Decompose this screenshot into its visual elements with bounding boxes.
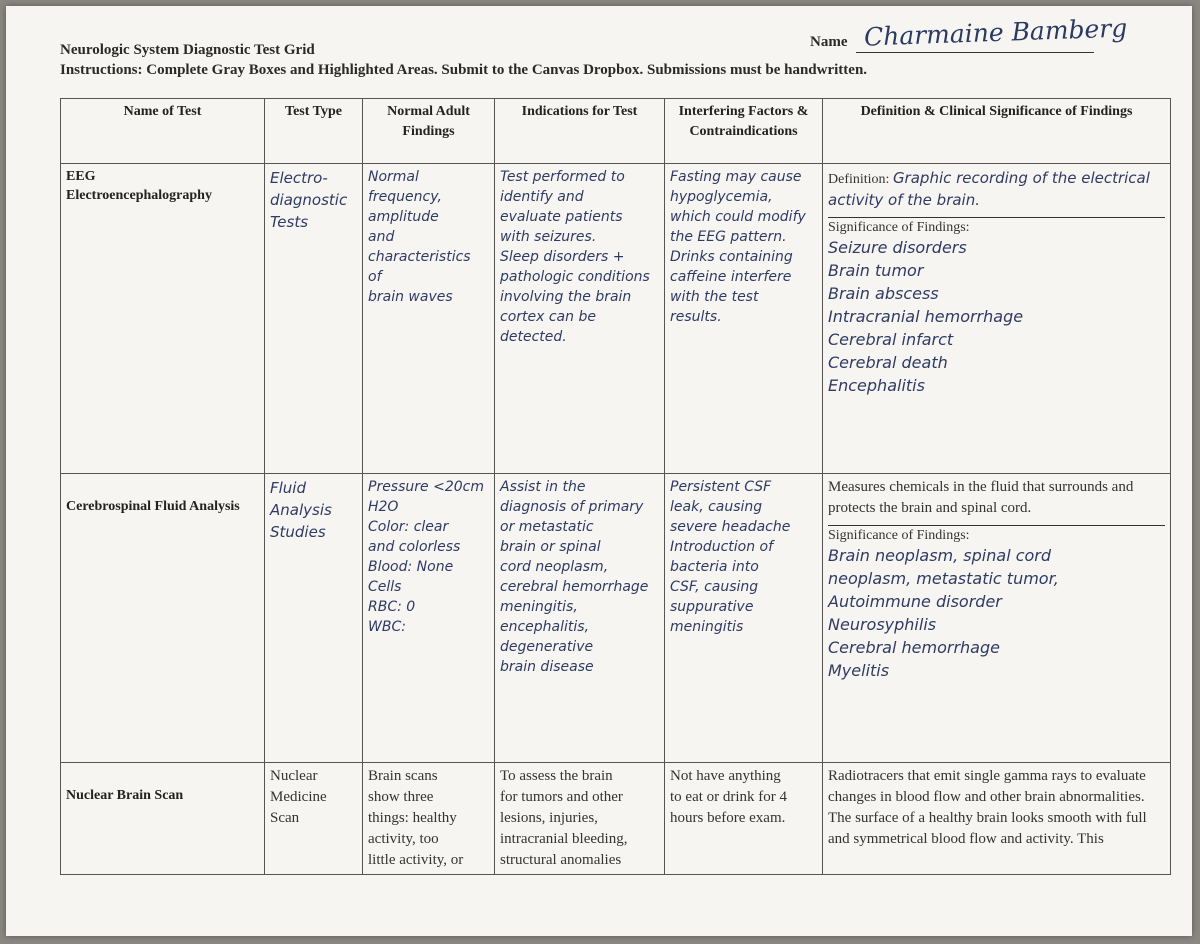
col-header-interfering: Interfering Factors & Contraindications — [665, 99, 823, 164]
list-item: Encephalitis — [828, 376, 925, 395]
indications-text: Test performed to identify and evaluate patients with seizures. Sleep disorders + pathologic conditions involving the brain cortex can be detected. — [500, 169, 650, 345]
definition-text: Radiotracers that emit single gamma rays to evaluate changes in blood flow and other brain abnormalities. The surface of a healthy brain looks smooth with full and symmetrical blood flow and activity. This — [828, 768, 1147, 847]
worksheet-page — [6, 6, 1192, 936]
significance-label: Significance of Findings: — [828, 217, 1165, 236]
table-row — [61, 474, 1171, 763]
normal-findings-cell — [363, 474, 495, 763]
list-item: Neurosyphilis — [828, 615, 937, 634]
interfering-cell — [665, 474, 823, 763]
table-row — [61, 164, 1171, 474]
normal-findings-cell — [363, 763, 495, 875]
test-type-cell — [265, 763, 363, 875]
list-item: Brain neoplasm, spinal cord — [828, 546, 1052, 565]
significance-label: Significance of Findings: — [828, 525, 1165, 544]
list-item: Cerebral hemorrhage — [828, 638, 1000, 657]
list-item: Autoimmune disorder — [828, 592, 1002, 611]
indications-cell — [495, 763, 665, 875]
indications-text: To assess the brain for tumors and other lesions, injuries, intracranial bleeding, structural anomalies — [500, 768, 628, 868]
list-item: Brain tumor — [828, 261, 924, 280]
col-header-type: Test Type — [265, 99, 363, 164]
test-type-cell — [265, 474, 363, 763]
indications-cell — [495, 474, 665, 763]
significance-list — [828, 236, 1165, 397]
name-underline — [856, 52, 1094, 53]
student-name: Charmaine Bamberg — [863, 13, 1128, 52]
normal-findings-text: Brain scans show three things: healthy activity, too little activity, or — [368, 768, 464, 868]
table-row — [61, 763, 1171, 875]
definition-label: Definition: — [828, 172, 890, 187]
test-type-text: Electro- diagnostic Tests — [270, 169, 348, 231]
list-item: Cerebral infarct — [828, 330, 954, 349]
normal-findings-text: Normal frequency, amplitude and characteristics of brain waves — [368, 169, 471, 305]
list-item: neoplasm, metastatic tumor, — [828, 569, 1059, 588]
col-header-definition: Definition & Clinical Significance of Findings — [823, 99, 1171, 164]
test-type-cell — [265, 164, 363, 474]
definition-text: Graphic recording of the electrical activity of the brain. — [828, 169, 1150, 209]
definition-text: Measures chemicals in the fluid that surrounds and protects the brain and spinal cord. — [828, 479, 1134, 516]
normal-findings-text: Pressure <20cm H2O Color: clear and colorless Blood: None Cells RBC: 0 WBC: — [368, 479, 484, 635]
interfering-text: Persistent CSF leak, causing severe headache Introduction of bacteria into CSF, causing suppurative meningitis — [670, 479, 791, 635]
name-label: Name — [810, 34, 848, 50]
test-name-cell — [61, 763, 265, 875]
interfering-cell — [665, 164, 823, 474]
interfering-text: Fasting may cause hypoglycemia, which could modify the EEG pattern. Drinks containing caffeine interfere with the test results. — [670, 169, 806, 325]
test-type-text: Nuclear Medicine Scan — [270, 768, 327, 826]
significance-list — [828, 544, 1165, 682]
list-item: Intracranial hemorrhage — [828, 307, 1024, 326]
col-header-indications: Indications for Test — [495, 99, 665, 164]
list-item: Cerebral death — [828, 353, 948, 372]
test-name-cell — [61, 474, 265, 763]
indications-cell — [495, 164, 665, 474]
normal-findings-cell — [363, 164, 495, 474]
definition-cell — [823, 164, 1171, 474]
grid-header-row — [61, 99, 1171, 164]
test-name-full: Cerebrospinal Fluid Analysis — [66, 499, 240, 514]
test-name-full: Nuclear Brain Scan — [66, 788, 184, 803]
col-header-name: Name of Test — [61, 99, 265, 164]
test-type-text: Fluid Analysis Studies — [270, 479, 332, 541]
test-name-cell — [61, 164, 265, 474]
definition-cell — [823, 763, 1171, 875]
diagnostic-test-grid — [60, 98, 1171, 875]
definition-cell — [823, 474, 1171, 763]
test-name-abbrev: EEG — [66, 169, 96, 184]
col-header-normal: Normal Adult Findings — [363, 99, 495, 164]
worksheet-instructions: Instructions: Complete Gray Boxes and Highlighted Areas. Submit to the Canvas Dropbox. Submissions must be handwritten. — [60, 62, 868, 78]
list-item: Myelitis — [828, 661, 890, 680]
list-item: Seizure disorders — [828, 238, 967, 257]
worksheet-title: Neurologic System Diagnostic Test Grid — [60, 42, 315, 58]
list-item: Brain abscess — [828, 284, 939, 303]
interfering-text: Not have anything to eat or drink for 4 hours before exam. — [670, 768, 788, 826]
test-name-full: Electroencephalography — [66, 188, 212, 203]
indications-text: Assist in the diagnosis of primary or metastatic brain or spinal cord neoplasm, cerebral hemorrhage meningitis, encephalitis, degenerative brain disease — [500, 479, 649, 675]
interfering-cell — [665, 763, 823, 875]
